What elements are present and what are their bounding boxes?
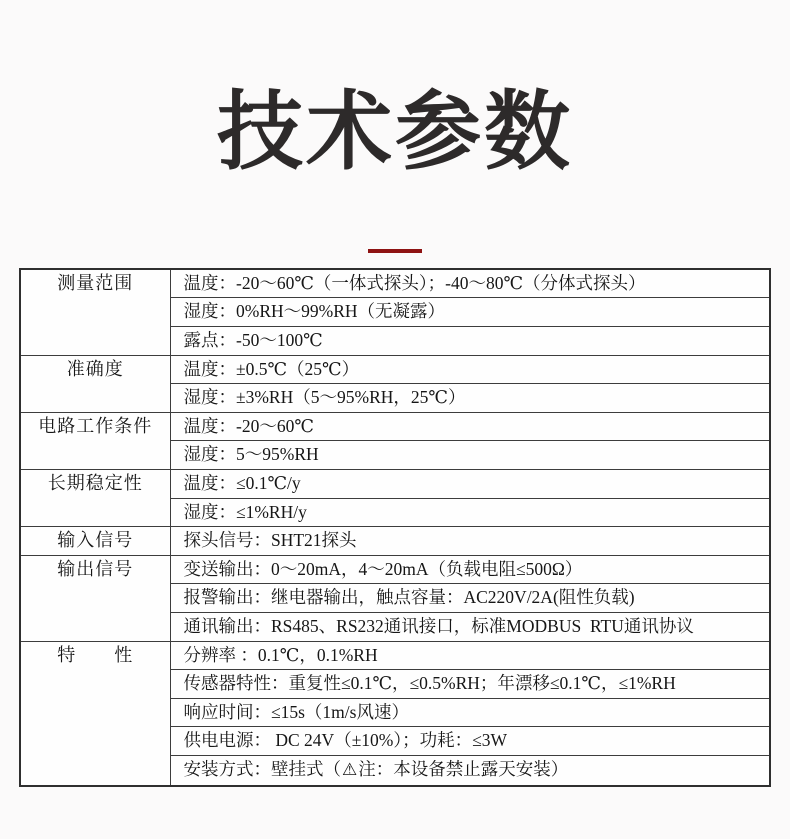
spec-detail-cell: 分辨率 ：0.1℃，0.1%RH (170, 641, 770, 670)
spec-detail-cell: 温度：≤0.1℃/y (170, 470, 770, 499)
spec-detail-cell: 湿度：≤1%RH/y (170, 498, 770, 527)
spec-row (20, 355, 770, 384)
spec-row (20, 641, 770, 670)
spec-row (20, 555, 770, 584)
spec-category-label: 长期稳定性 (20, 470, 170, 527)
spec-category-label: 特 性 (20, 641, 170, 785)
spec-detail-cell: 通讯输出：RS485、RS232通讯接口，标准MODBUS RTU通讯协议 (170, 613, 770, 642)
spec-detail-cell: 响应时间：≤15s（1m/s风速） (170, 698, 770, 727)
spec-category-label: 输出信号 (20, 555, 170, 641)
spec-category-label: 测量范围 (20, 269, 170, 355)
spec-row (20, 470, 770, 499)
spec-category-label: 电路工作条件 (20, 412, 170, 469)
spec-detail-cell: 湿度：5～95%RH (170, 441, 770, 470)
spec-row (20, 269, 770, 298)
spec-detail-cell: 报警输出：继电器输出，触点容量：AC220V/2A(阻性负载) (170, 584, 770, 613)
spec-detail-cell: 湿度：±3%RH（5～95%RH，25℃） (170, 384, 770, 413)
spec-detail-cell: 温度：-20～60℃（一体式探头）；-40～80℃（分体式探头） (170, 269, 770, 298)
spec-detail-cell: 传感器特性：重复性≤0.1℃，≤0.5%RH；年漂移≤0.1℃，≤1%RH (170, 670, 770, 699)
warning-icon: ⚠ (342, 759, 358, 780)
spec-row (20, 412, 770, 441)
spec-row (20, 527, 770, 556)
spec-detail-cell: 湿度：0%RH～99%RH（无凝露） (170, 298, 770, 327)
spec-detail-cell: 安装方式：壁挂式（⚠注：本设备禁止露天安装） (170, 755, 770, 785)
title-divider (368, 249, 422, 253)
spec-category-label: 准确度 (20, 355, 170, 412)
spec-detail-cell: 露点：-50～100℃ (170, 327, 770, 356)
spec-table-body (20, 269, 770, 786)
spec-detail-cell: 温度：±0.5℃（25℃） (170, 355, 770, 384)
spec-detail-cell: 变送输出：0～20mA，4～20mA（负载电阻≤500Ω） (170, 555, 770, 584)
spec-table (19, 268, 771, 787)
spec-detail-cell: 探头信号：SHT21探头 (170, 527, 770, 556)
page-title: 技术参数 (217, 84, 573, 180)
spec-category-label: 输入信号 (20, 527, 170, 556)
spec-detail-cell: 温度：-20～60℃ (170, 412, 770, 441)
spec-detail-cell: 供电电源： DC 24V（±10%）；功耗：≤3W (170, 727, 770, 756)
